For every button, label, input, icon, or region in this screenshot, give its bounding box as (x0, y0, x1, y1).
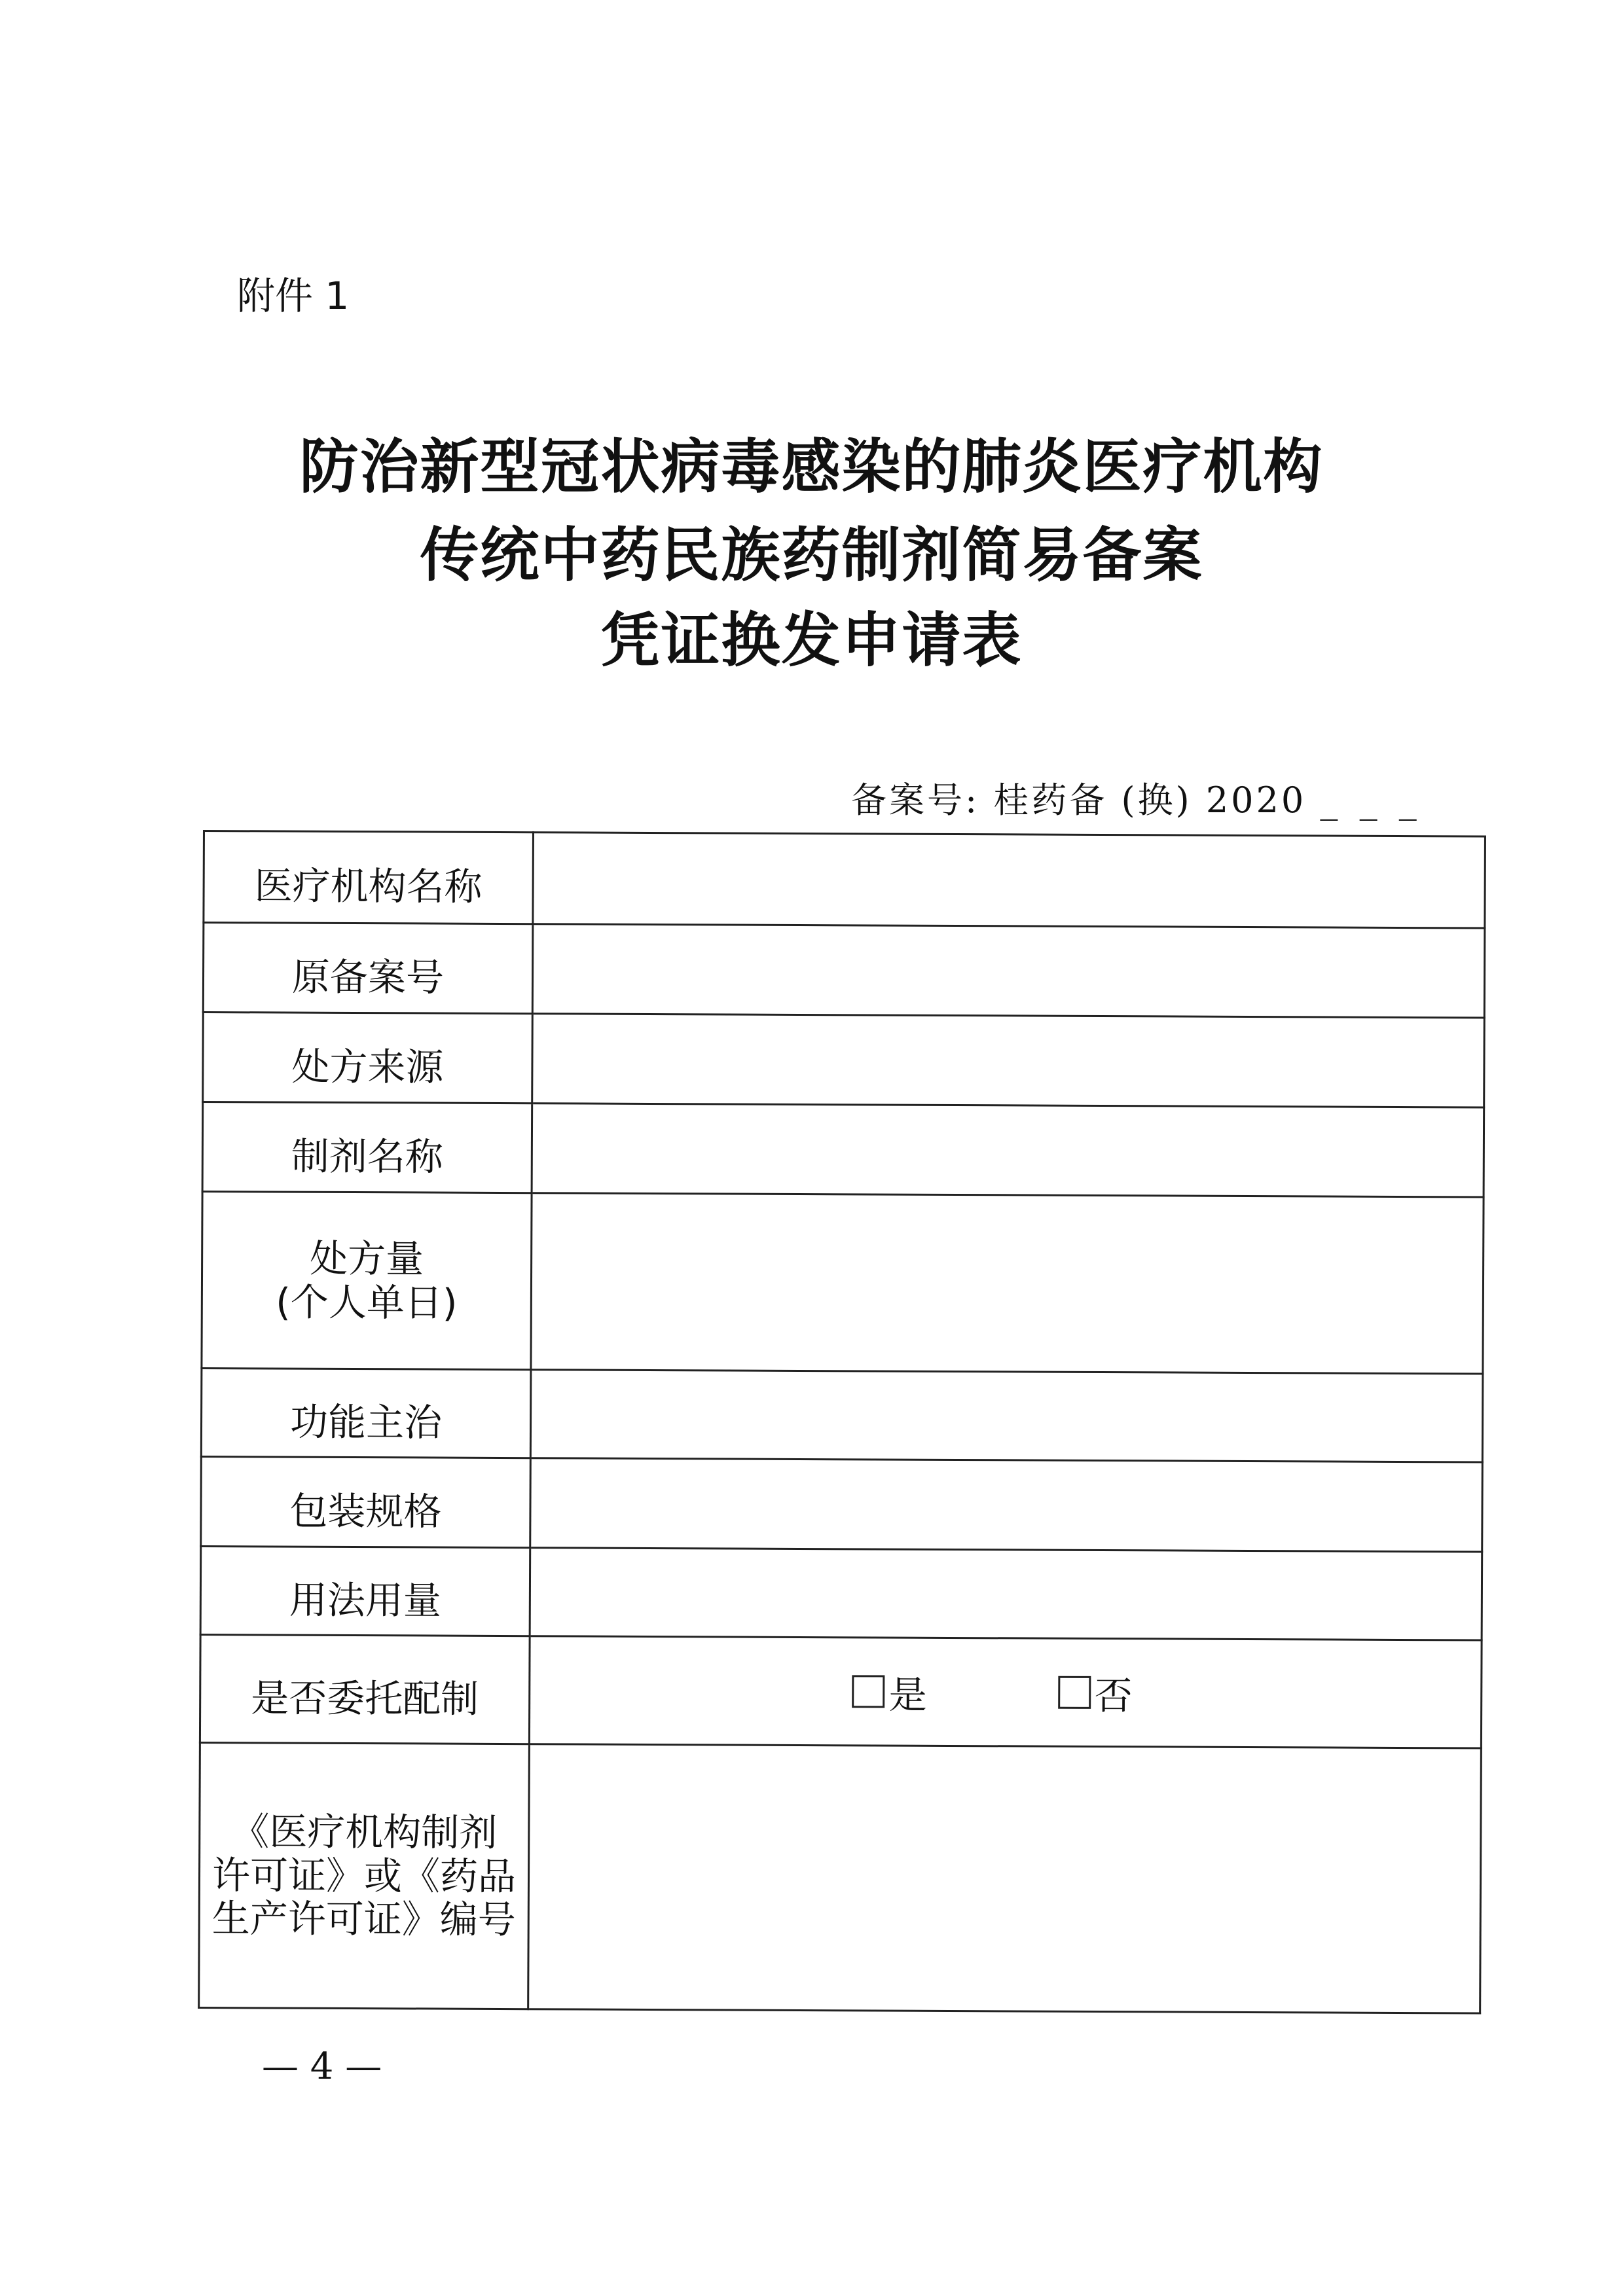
application-form-table (198, 830, 1486, 2015)
yes-checkbox[interactable] (852, 1675, 885, 1708)
prescription-dosage-label-line-1: 处方量 (309, 1236, 424, 1282)
no-option[interactable] (1058, 1665, 1133, 1720)
original-filing-number-label: 原备案号 (203, 923, 533, 1014)
prescription-dosage-field[interactable] (531, 1193, 1484, 1374)
license-number-label (199, 1742, 530, 2009)
entrusted-preparation-label: 是否委托配制 (200, 1634, 530, 1744)
preparation-name-field[interactable] (532, 1103, 1484, 1197)
package-spec-field[interactable] (530, 1458, 1483, 1552)
no-checkbox[interactable] (1058, 1676, 1091, 1709)
prescription-dosage-label-line-2: (个人单日) (276, 1279, 458, 1325)
no-option-label: 否 (1094, 1673, 1133, 1719)
page-number: — 4 — (262, 2045, 382, 2088)
yes-option-label: 是 (888, 1672, 927, 1717)
table-row (199, 1742, 1482, 2013)
usage-dosage-label: 用法用量 (200, 1546, 530, 1636)
indications-field[interactable] (530, 1370, 1483, 1462)
license-number-label-line-1: 《医疗机构制剂 (231, 1809, 498, 1855)
usage-dosage-field[interactable] (530, 1548, 1482, 1640)
institution-name-label: 医疗机构名称 (204, 831, 534, 924)
table-row (202, 1192, 1484, 1374)
license-number-label-line-3: 生产许可证》编号 (211, 1896, 516, 1943)
original-filing-number-field[interactable] (532, 924, 1485, 1018)
yes-option[interactable] (852, 1664, 927, 1719)
filing-number-blank[interactable]: _ _ _ (1320, 780, 1422, 821)
prescription-source-label: 处方来源 (203, 1013, 533, 1103)
filing-number (851, 772, 1422, 823)
filing-number-label: 备案号: 桂药备 (换) 2020 (851, 780, 1307, 821)
document-title-line-2: 传统中药民族药制剂简易备案 (420, 520, 1203, 590)
license-number-field[interactable] (528, 1744, 1482, 2013)
institution-name-field[interactable] (533, 833, 1486, 928)
table-row (201, 1368, 1483, 1462)
table-row (200, 1546, 1482, 1640)
prescription-source-field[interactable] (532, 1014, 1485, 1107)
table-row (204, 831, 1486, 929)
indications-label: 功能主治 (201, 1368, 531, 1458)
table-row (203, 1013, 1485, 1108)
preparation-name-label: 制剂名称 (202, 1102, 532, 1193)
table-row (200, 1634, 1482, 1748)
entrusted-preparation-options (529, 1636, 1482, 1748)
attachment-label: 附件 1 (237, 274, 350, 318)
table-row (201, 1456, 1483, 1552)
table-row (202, 1102, 1484, 1198)
document-title-line-3: 凭证换发申请表 (600, 605, 1023, 675)
table-row (203, 923, 1485, 1018)
prescription-dosage-label (202, 1192, 532, 1370)
license-number-label-line-2: 许可证》或《药品 (211, 1852, 517, 1899)
document-title-line-1: 防治新型冠状病毒感染的肺炎医疗机构 (299, 432, 1324, 501)
package-spec-label: 包装规格 (201, 1456, 531, 1547)
